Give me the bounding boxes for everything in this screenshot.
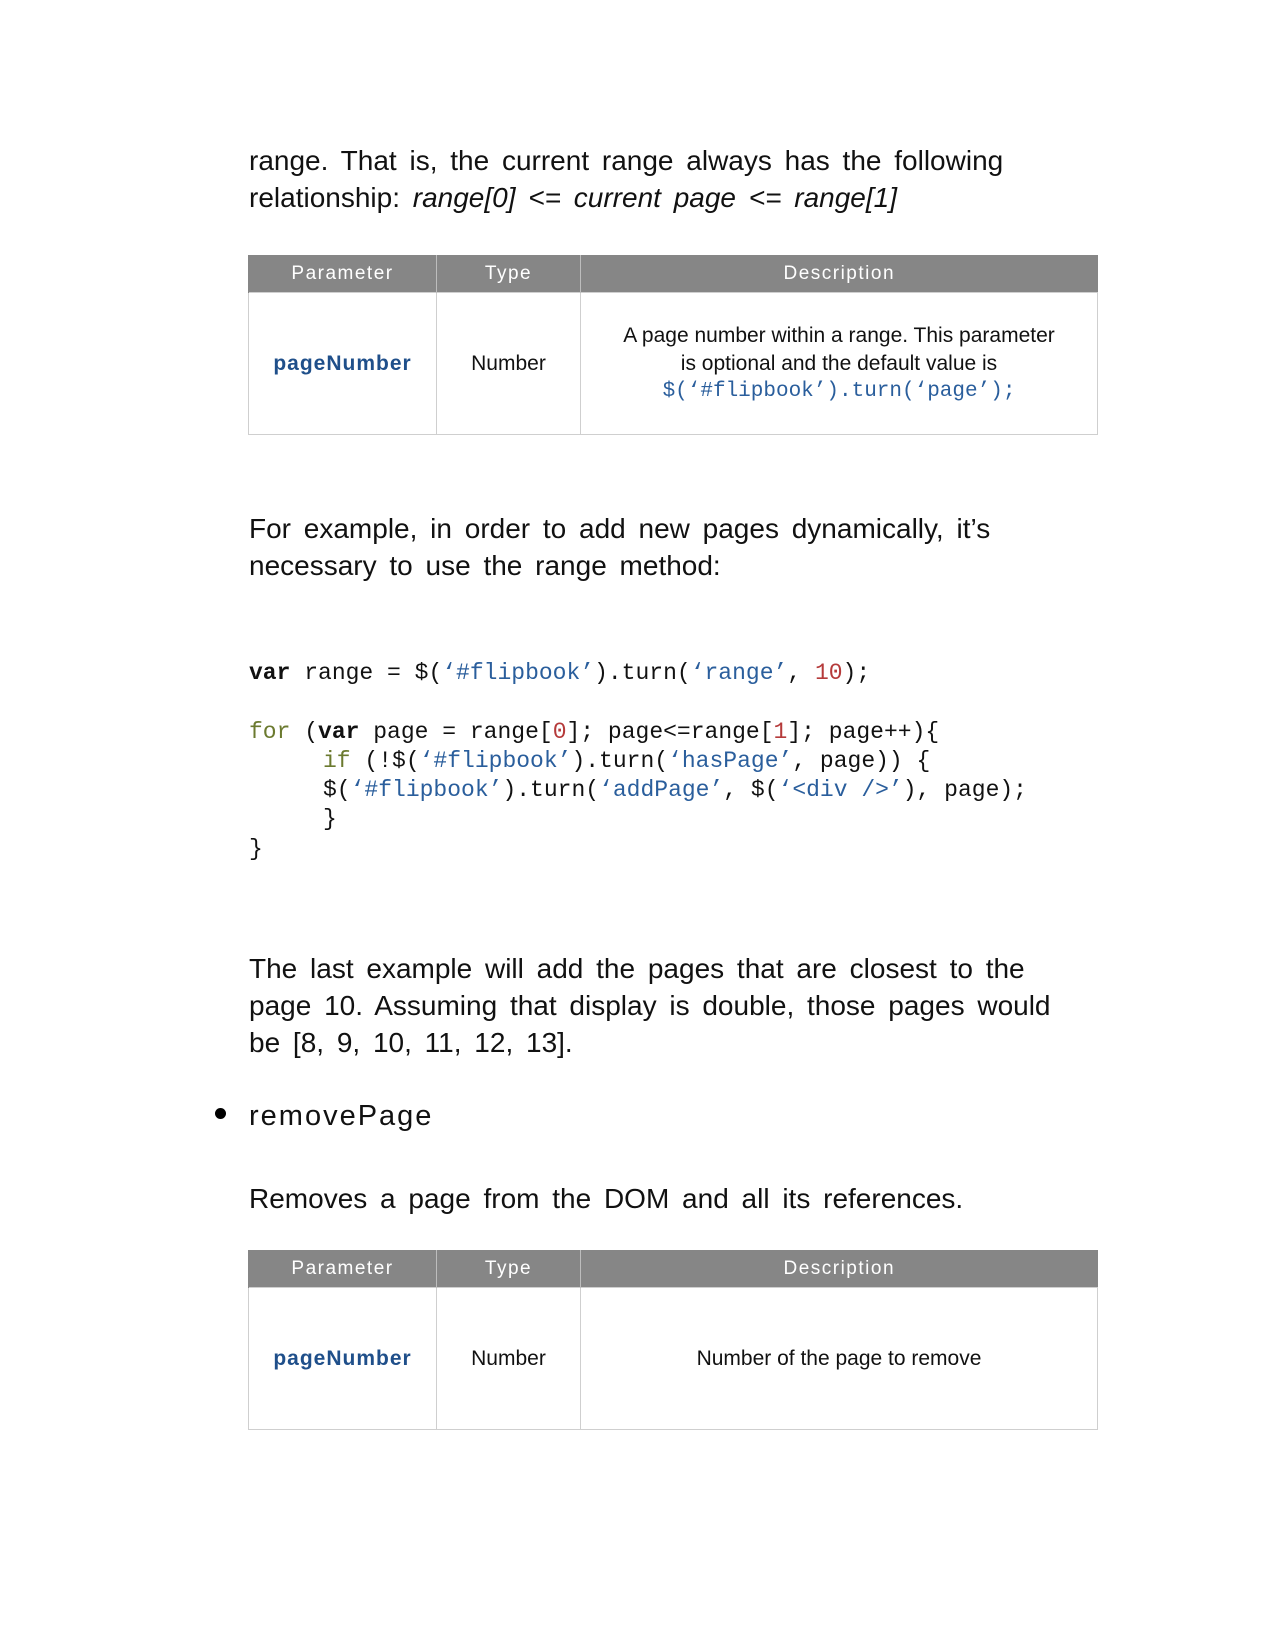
code-block xyxy=(249,659,870,688)
code-block xyxy=(323,747,930,776)
code-block xyxy=(249,718,939,747)
intro-paragraph xyxy=(249,142,1069,216)
code-line: } xyxy=(323,806,337,832)
header-parameter: Parameter xyxy=(249,255,437,293)
code-line: } xyxy=(249,836,263,862)
param-name: pageNumber xyxy=(249,1288,437,1430)
section-heading: removePage xyxy=(249,1100,434,1132)
code-line: var range = $(‘#flipbook’).turn(‘range’, 10); xyxy=(249,660,871,686)
table-row xyxy=(249,1288,1098,1430)
code-line: for (var page = range[0]; page<=range[1]; page++){ xyxy=(249,719,940,745)
section-description: Removes a page from the DOM and all its references. xyxy=(249,1183,964,1214)
header-type: Type xyxy=(437,1250,581,1288)
param-type: Number xyxy=(437,293,581,435)
description-code: $(‘#flipbook’).turn(‘page’); xyxy=(662,379,1016,403)
header-description: Description xyxy=(581,1250,1098,1288)
parameter-table-removepage xyxy=(248,1250,1098,1430)
code-block xyxy=(323,776,1027,805)
parameter-table-range xyxy=(248,255,1098,435)
param-type: Number xyxy=(437,1288,581,1430)
code-line: $(‘#flipbook’).turn(‘addPage’, $(‘<div />’), page); xyxy=(323,777,1027,803)
param-description xyxy=(581,293,1098,435)
header-description: Description xyxy=(581,255,1098,293)
bullet-icon xyxy=(215,1108,226,1119)
header-parameter: Parameter xyxy=(249,1250,437,1288)
description-line: A page number within a range. This parameter xyxy=(623,323,1055,347)
last-example-paragraph: The last example will add the pages that are closest to the page 10. Assuming that display is double, those pages would be [8, 9, 10, 11, 12, 13]. xyxy=(249,953,1051,1058)
code-line: if (!$(‘#flipbook’).turn(‘hasPage’, page)) { xyxy=(323,748,931,774)
intro-formula: range[0] <= current page <= range[1] xyxy=(412,182,897,213)
param-description: Number of the page to remove xyxy=(581,1288,1098,1430)
param-name: pageNumber xyxy=(249,293,437,435)
intro-text: range. That is, the current range always has the following relationship: xyxy=(249,145,1004,213)
table-header-row xyxy=(249,1250,1098,1288)
description-line: is optional and the default value is xyxy=(680,351,998,375)
example-paragraph: For example, in order to add new pages dynamically, it’s necessary to use the range method: xyxy=(249,513,991,581)
header-type: Type xyxy=(437,255,581,293)
table-row xyxy=(249,293,1098,435)
table-header-row xyxy=(249,255,1098,293)
